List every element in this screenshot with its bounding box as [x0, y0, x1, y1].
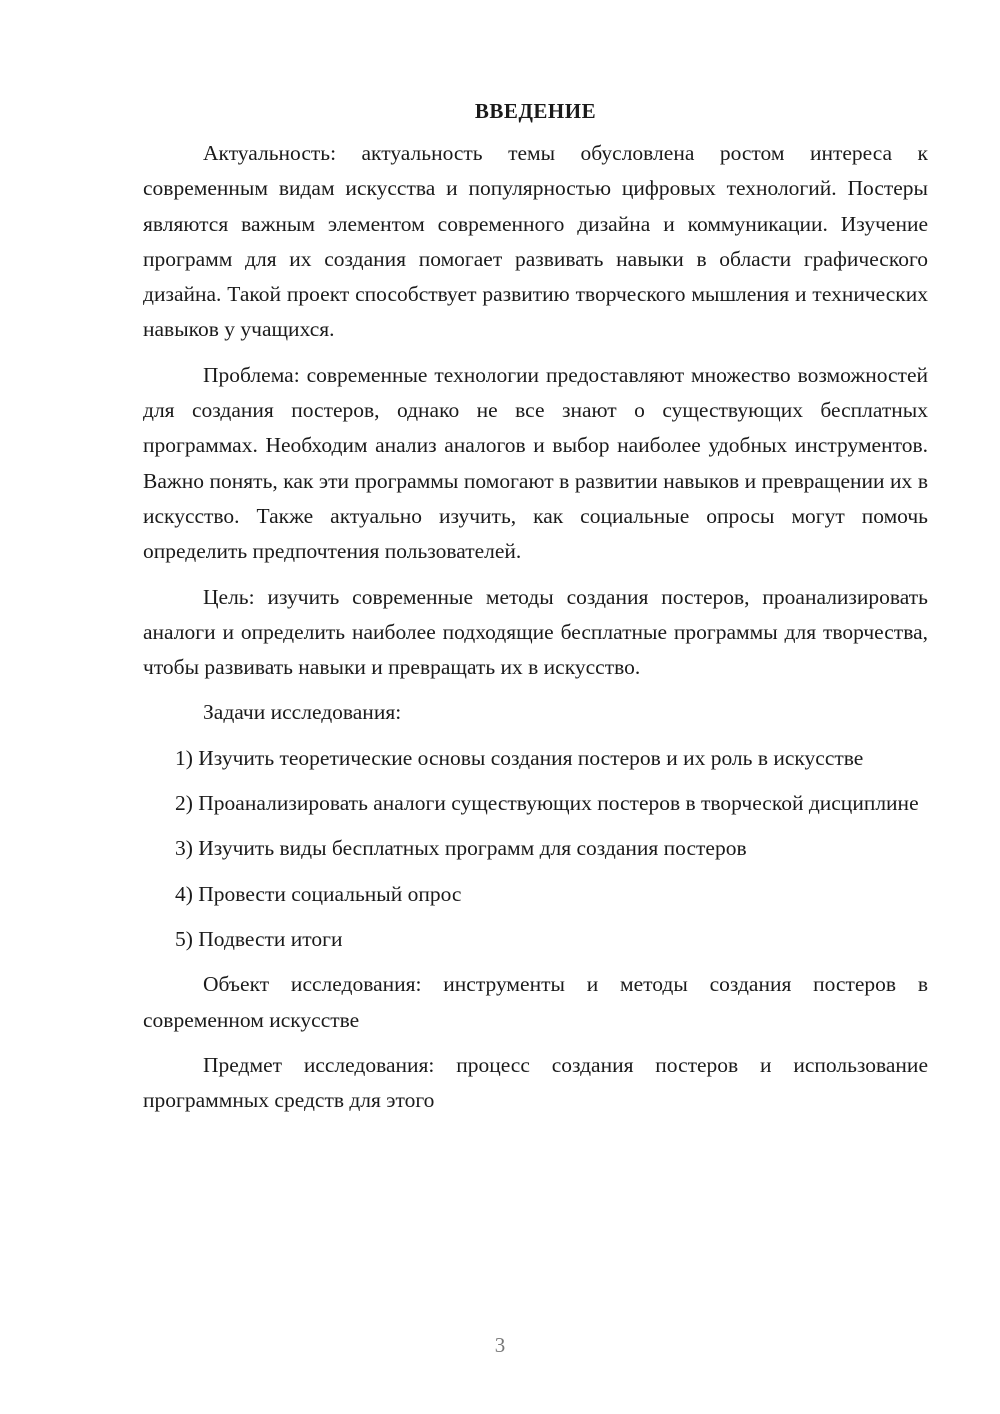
task-item: 2) Проанализировать аналоги существующих постеров в творческой дисциплине: [175, 791, 919, 816]
task-item: 4) Провести социальный опрос: [175, 881, 462, 906]
tasks-list: [143, 741, 928, 957]
paragraph-subject: Предмет исследования: процесс создания постеров и использование программных средств для этого: [143, 1052, 928, 1113]
section-title: ВВЕДЕНИЕ: [474, 99, 597, 123]
tasks-heading: Задачи исследования:: [203, 700, 402, 725]
paragraph-object: Объект исследования: инструменты и методы создания постеров в современном искусстве: [143, 972, 928, 1032]
page-content: [143, 96, 928, 1128]
task-item: 5) Подвести итоги: [175, 926, 343, 951]
paragraph-goal: Цель: изучить современные методы создания постеров, проанализировать аналоги и определить наиболее подходящие бесплатные программы для творчества, чтобы развивать навыки и превращать их в искусство.: [143, 584, 928, 680]
paragraph-problem: Проблема: современные технологии предоставляют множество возможностей для создания постеров, однако не все знают о существующих бесплатных программах. Необходим анализ аналогов и выбор наиболее удобных инструментов. Важно понять, как эти программы помогают в развитии навыков и превращении их в искусство. Также актуально изучить, как социальные опросы могут помочь определить предпочтения пользователей.: [143, 362, 928, 564]
task-item: 3) Изучить виды бесплатных программ для создания постеров: [175, 836, 747, 861]
task-item: 1) Изучить теоретические основы создания постеров и их роль в искусстве: [175, 745, 864, 770]
paragraph-relevance: Актуальность: актуальность темы обусловлена ростом интереса к современным видам искусства и популярностью цифровых технологий. Постеры являются важным элементом современного дизайна и коммуникации. Изучение программ для их создания помогает развивать навыки в области графического дизайна. Такой проект способствует развитию творческого мышления и технических навыков у учащихся.: [143, 141, 928, 342]
page-number: 3: [494, 1333, 506, 1357]
